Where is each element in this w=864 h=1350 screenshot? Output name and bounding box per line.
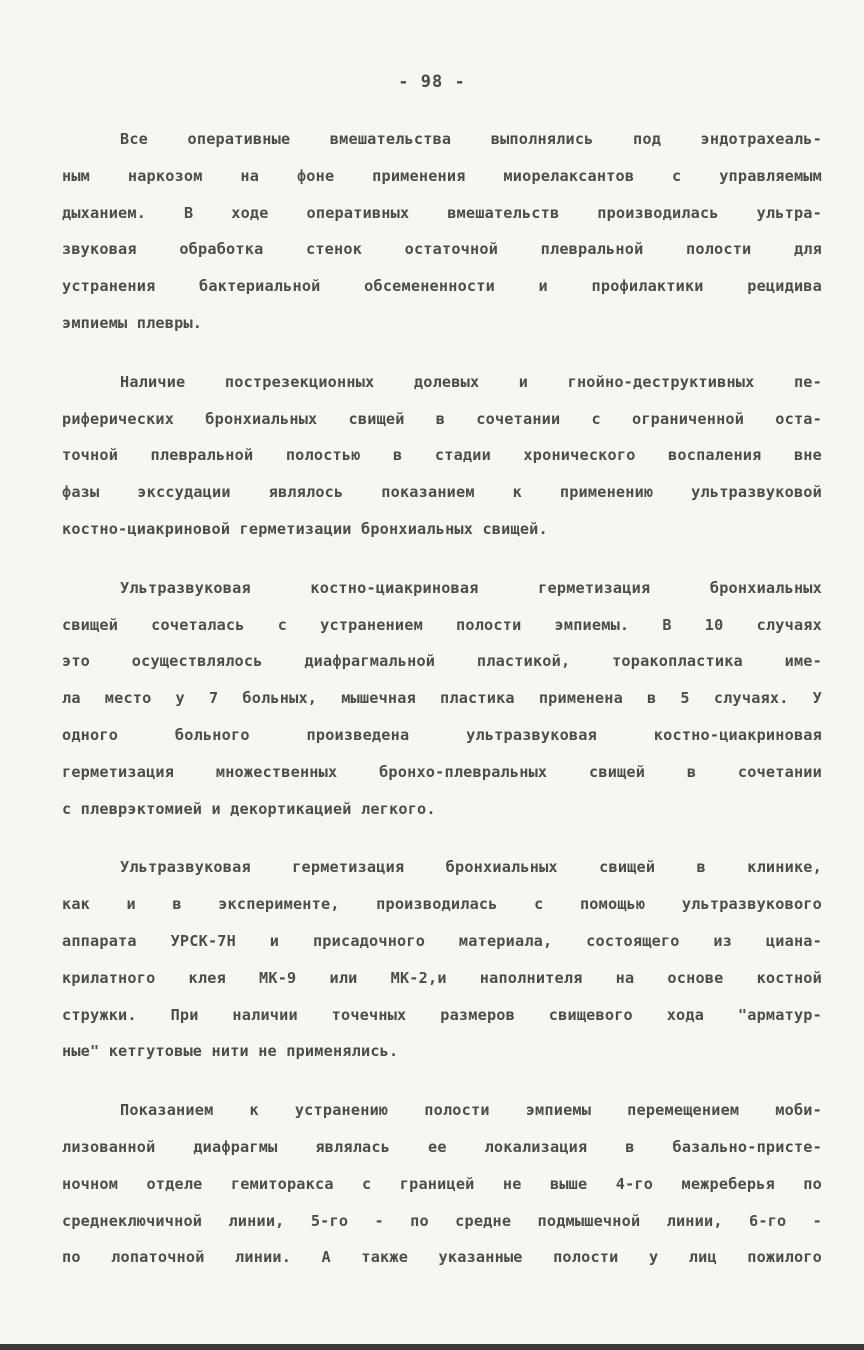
text-line: эмпиемы плевры. [62, 313, 203, 332]
text-line: крилатного клея МК-9 или МК-2,и наполнителя на основе костной [62, 968, 822, 987]
text-line: это осуществлялось диафрагмальной пластикой, торакопластика име- [62, 652, 822, 671]
text-line: риферических бронхиальных свищей в сочетании с ограниченной оста- [62, 409, 822, 428]
text-line: как и в эксперименте, производилась с помощью ультразвукового [62, 895, 822, 914]
text-line: ночном отделе гемиторакса с границей не выше 4-го межреберья по [62, 1174, 822, 1193]
text-line: среднеключичной линии, 5-го - по средне подмышечной линии, 6-го - [62, 1211, 822, 1230]
text-line: фазы экссудации являлось показанием к применению ультразвуковой [62, 483, 822, 502]
text-line: стружки. При наличии точечных размеров свищевого хода "арматур- [62, 1005, 822, 1024]
text-line: звуковая обработка стенок остаточной плевральной полости для [62, 240, 822, 259]
scan-bottom-edge [0, 1344, 864, 1350]
paragraph-2 [62, 364, 822, 548]
text-line: ные" кетгутовые нити не применялись. [62, 1042, 399, 1061]
text-line: по лопаточной линии. А также указанные полости у лиц пожилого [62, 1248, 822, 1267]
paragraph-3 [62, 570, 822, 828]
text-line: Ультразвуковая герметизация бронхиальных свищей в клинике, [120, 858, 822, 877]
text-line: одного больного произведена ультразвуковая костно-циакриновая [62, 725, 822, 744]
paragraph-1 [62, 121, 822, 342]
text-line: с плеврэктомией и декортикацией легкого. [62, 799, 436, 818]
text-line: Наличие пострезекционных долевых и гнойно-деструктивных пе- [120, 372, 822, 391]
page-number: - 98 - [398, 72, 466, 92]
text-line: свищей сочеталась с устранением полости эмпиемы. В 10 случаях [62, 615, 822, 634]
body-text [62, 121, 822, 1298]
text-line: дыханием. В ходе оперативных вмешательств производилась ультра- [62, 203, 822, 222]
text-line: ным наркозом на фоне применения миорелаксантов с управляемым [62, 166, 822, 185]
text-line: аппарата УРСК-7Н и присадочного материала, состоящего из циана- [62, 931, 822, 950]
text-line: костно-циакриновой герметизации бронхиальных свищей. [62, 519, 548, 538]
paragraph-4 [62, 849, 822, 1070]
text-line: лизованной диафрагмы являлась ее локализация в базально-присте- [62, 1137, 822, 1156]
text-line: Показанием к устранению полости эмпиемы перемещением моби- [120, 1101, 822, 1120]
text-line: ла место у 7 больных, мышечная пластика применена в 5 случаях. У [62, 689, 822, 708]
text-line: Ультразвуковая костно-циакриновая герметизация бронхиальных [120, 578, 822, 597]
text-line: Все оперативные вмешательства выполнялись под эндотрахеаль- [120, 130, 822, 148]
paragraph-5 [62, 1092, 822, 1276]
text-line: точной плевральной полостью в стадии хронического воспаления вне [62, 446, 822, 465]
text-line: устранения бактериальной обсемененности и профилактики рецидива [62, 277, 822, 296]
text-line: герметизация множественных бронхо-плевральных свищей в сочетании [62, 762, 822, 781]
